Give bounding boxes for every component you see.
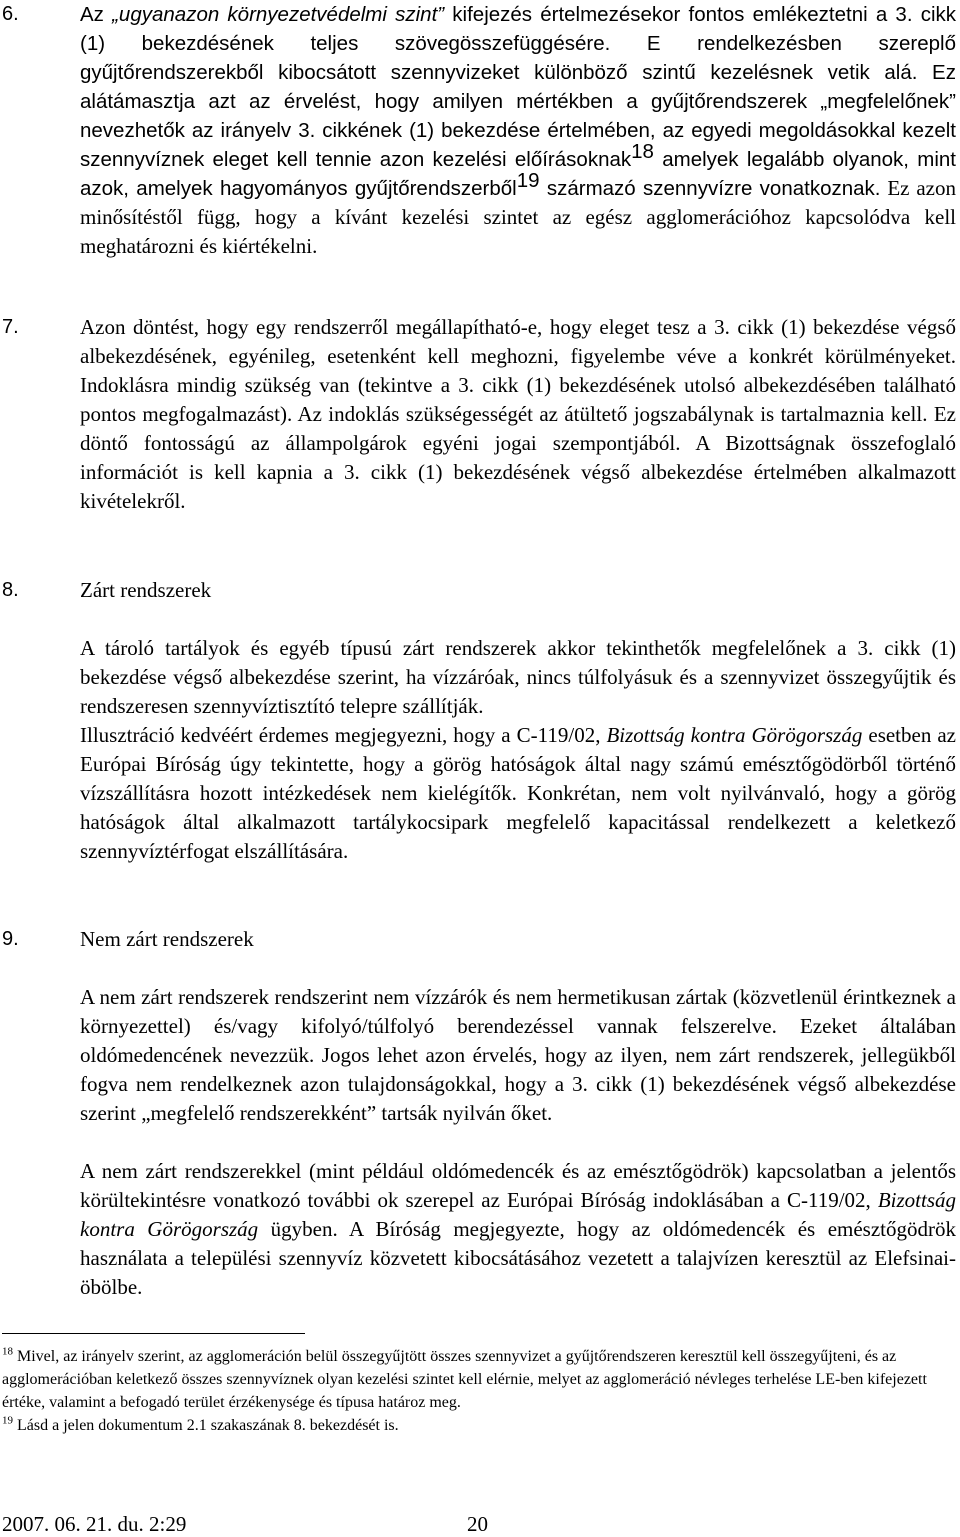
paragraph-number: 8. (2, 579, 19, 601)
numbered-paragraph-8 (0, 576, 960, 605)
text-run: amelyek legalább olyanok, mint azok, amelyek hagyományos gyűjtőrendszerből (80, 148, 957, 200)
footnote-ref-19[interactable]: 19 (516, 169, 540, 192)
section-8-paragraph-2 (0, 721, 960, 866)
paragraph-number: 7. (2, 316, 19, 338)
paragraph-body (80, 0, 956, 261)
italic-term: „ugyanazon környezetvédelmi szint” (112, 3, 445, 26)
paragraph-number: 6. (2, 3, 19, 25)
numbered-paragraph-7 (0, 313, 960, 516)
section-9-paragraph-1 (0, 983, 960, 1128)
numbered-paragraph-9 (0, 925, 960, 954)
text-run: A nem zárt rendszerekkel (mint például oldómedencék és az emésztőgödrök) kapcsolatban a jelentős körültekintésre vonatkozó további ok szerepel az Európai Bíróság indoklásában a C-119/02, (80, 1159, 956, 1212)
section-heading: Nem zárt rendszerek (80, 927, 254, 951)
section-9-paragraph-2 (0, 1157, 960, 1302)
text-run: Ez azon minősítéstől függ, hogy a kívánt kezelési szintet az egész agglomerációhoz kapcsolódva kell meghatározni és kiértékelni. (80, 176, 956, 258)
text-run: Az (80, 3, 113, 26)
footnotes (2, 1345, 942, 1437)
paragraph-body (80, 721, 956, 866)
page-number: 20 (467, 1512, 488, 1536)
footnote-text: Mivel, az irányelv szerint, az agglomeráción belül összegyűjtött összes szennyvizet a gyűjtőrendszeren keresztül kell összegyűjteni, és az agglomerációban keletkező összes szennyvíznek olyan kezelési szintet kell elérnie, melyet az agglomeráció névleges terhelése LE-ben kifejezett értéke, valamint a befogadó terület érzékenysége és típusa határoz meg. (2, 1348, 927, 1411)
italic-case-name: Bizottság kontra Görögország (80, 1188, 956, 1241)
paragraph-number: 9. (2, 928, 19, 950)
footnote-ref-18[interactable]: 18 (631, 140, 654, 163)
footer-date: 2007. 06. 21. du. 2:29 (2, 1512, 187, 1536)
paragraph-body: Azon döntést, hogy egy rendszerről megállapítható-e, hogy eleget tesz a 3. cikk (1) bekezdése végső albekezdésének, egyénileg, esetenként kell meghozni, figyelembe véve a konkrét körülményeket. Indoklásra mindig szükség van (tekintve a 3. cikk (1) bekezdésének utolsó albekezdésében található pontos megfogalmazást). Az indoklás szükségességét az átültető jogszabálynak is tartalmaznia kell. Ez döntő fontosságú az állampolgárok egyéni jogai szempontjából. A Bizottságnak összefoglaló információt is kell kapnia a 3. cikk (1) bekezdésének végső albekezdése értelmében alkalmazott kivételekről. (80, 315, 956, 513)
footnote-mark: 18 (2, 1345, 13, 1358)
text-run: esetben az Európai Bíróság úgy tekintette, hogy a görög hatóságok által nagy számú emésztőgödörből történő vízszállításra hozott intézkedések nem kielégítők. Konkrétan, nem volt nyilvánvaló, hogy a görög hatóságok által alkalmazott tartálykocsipark megfelelő kapacitással rendelkezett a keletkező szennyvíztérfogat elszállítására. (80, 723, 956, 863)
paragraph-body: A tároló tartályok és egyéb típusú zárt rendszerek akkor tekinthetők megfelelőnek a 3. cikk (1) bekezdése végső albekezdése szerint, ha vízzáróak, nincs túlfolyásuk és a szennyvizet összegyűjtik és rendszeresen szennyvíztisztító telepre szállítják. (80, 636, 956, 718)
text-run: származó szennyvízre vonatkoznak. (539, 177, 881, 200)
footnote-19 (2, 1414, 942, 1437)
paragraph-body (80, 1157, 956, 1302)
text-run: ügyben. A Bíróság megjegyezte, hogy az oldómedencék és emésztőgödrök használata a települési szennyvíz közvetett kibocsátásához vezetett a talajvízen keresztül az Elefsinai-öbölbe. (80, 1217, 956, 1299)
paragraph-body: A nem zárt rendszerek rendszerint nem vízzárók és nem hermetikusan zártak (közvetlenül érintkeznek a környezettel) és/vagy kifolyó/túlfolyó berendezéssel vannak felszerelve. Ezeket általában oldómedencének nevezzük. Jogos lehet azon érvelés, hogy az ilyen, nem zárt rendszerek, jellegükből fogva nem rendelkeznek azon tulajdonságokkal, hogy a 3. cikk (1) bekezdésének végső albekezdése szerint „megfelelő rendszerekként” tartsák nyilván őket. (80, 985, 956, 1125)
footnote-18 (2, 1345, 942, 1414)
numbered-paragraph-6 (0, 0, 960, 261)
italic-case-name: Bizottság kontra Görögország (606, 723, 863, 747)
section-8-paragraph-1 (0, 634, 960, 721)
footnote-mark: 19 (2, 1414, 13, 1427)
text-run: Illusztráció kedvéért érdemes megjegyezni, hogy a C-119/02, (80, 723, 607, 747)
footnote-text: Lásd a jelen dokumentum 2.1 szakaszának 8. bekezdését is. (13, 1417, 399, 1434)
footnote-separator (2, 1333, 305, 1334)
text-run: kifejezés értelmezésekor fontos emlékeztetni a 3. cikk (1) bekezdésének teljes szövegösszefüggésére. E rendelkezésben szereplő gyűjtőrendszerekből kibocsátott szennyvizeket különböző szintű kezelésnek vetik alá. Ez alátámasztja azt az érvelést, hogy amilyen mértékben a gyűjtőrendszerek „megfelelőnek” nevezhetők az irányelv 3. cikkének (1) bekezdése értelmében, az egyedi megoldásokkal kezelt szennyvíznek eleget kell tennie azon kezelési előírásoknak (80, 3, 956, 171)
section-heading: Zárt rendszerek (80, 578, 212, 602)
